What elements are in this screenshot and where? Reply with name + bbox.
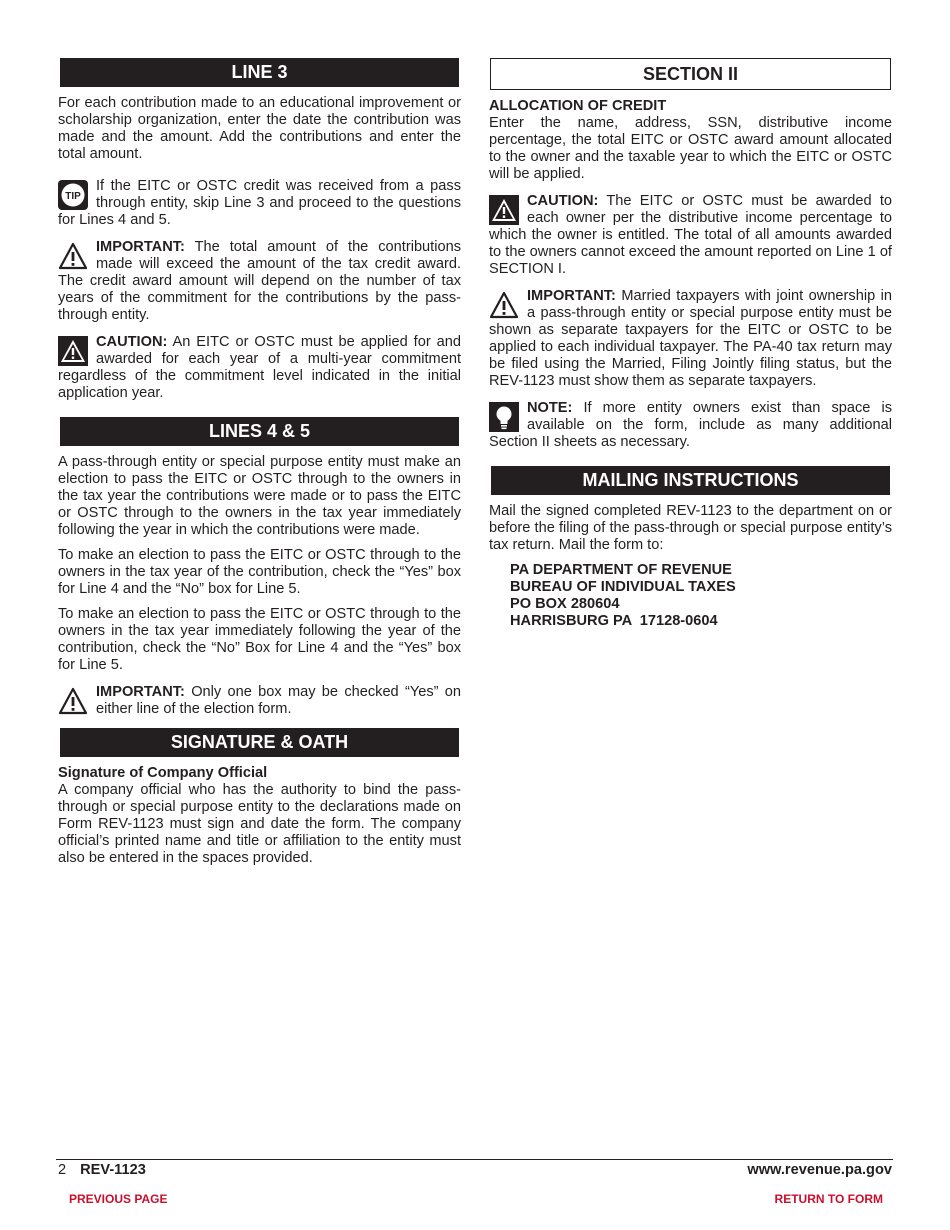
tip-text: If the EITC or OSTC credit was received from a pass through entity, skip Line 3 and proceed to the questions for Lines 4 and 5. [58,178,461,228]
caution-label: CAUTION: [96,334,168,350]
caution-icon [489,195,519,225]
line3-header: LINE 3 [60,58,459,87]
mailing-address [510,562,892,630]
lines45-paragraph-2: To make an election to pass the EITC or OSTC through to the owners in the tax year of the contribution, check the “Yes” box for Line 4 and the “No” box for Line 5. [58,547,461,597]
warning-icon [489,290,519,320]
mailing-paragraph: Mail the signed completed REV-1123 to the department on or before the filing of the pass-through or special purpose entity’s tax return. Mail the form to: [489,503,892,553]
section2-paragraph: Enter the name, address, SSN, distributive income percentage, the total EITC or OSTC award amount allocated to the owner and the taxable year to which the EITC or OSTC will be applied. [489,115,892,182]
lightbulb-icon [489,402,519,432]
right-column [489,58,892,630]
line3-caution-text: An EITC or OSTC must be applied for and awarded for each year of a multi-year commitment regardless of the commitment level indicated in the initial application year. [58,334,462,401]
allocation-subhead: ALLOCATION OF CREDIT [489,98,667,114]
section2-note-text: If more entity owners exist than space is available on the form, include as many additional Section II sheets as necessary. [489,400,893,450]
return-to-form-link[interactable]: RETURN TO FORM [774,1192,883,1206]
tip-icon-label: TIP [65,191,81,202]
footer-divider [56,1159,893,1160]
address-line: HARRISBURG PA 17128-0604 [510,613,718,629]
address-line: BUREAU OF INDIVIDUAL TAXES [510,579,736,595]
footer-page-info [58,1162,146,1178]
section2-important-note [489,288,892,390]
warning-icon [58,686,88,716]
lines45-important-note [58,684,461,718]
signature-subhead: Signature of Company Official [58,765,268,781]
warning-icon [58,241,88,271]
important-label: IMPORTANT: [96,684,185,700]
lines45-header: LINES 4 & 5 [60,417,459,446]
page-number: 2 [58,1162,67,1178]
line3-important-note [58,239,461,324]
caution-icon [58,336,88,366]
address-line: PA DEPARTMENT OF REVENUE [510,562,732,578]
caution-label: CAUTION: [527,193,599,209]
lines45-paragraph-1: A pass-through entity or special purpose entity must make an election to pass the EITC or OSTC through to the owners in the tax year the contributions were made or to pass the EITC or OSTC through to the owners in the tax year immediately following the year in which the contributions were made. [58,454,461,538]
important-label: IMPORTANT: [96,239,185,255]
website-url: www.revenue.pa.gov [747,1162,892,1178]
mailing-header: MAILING INSTRUCTIONS [491,466,890,495]
tip-note [58,178,461,229]
line3-important-text: The total amount of the contributions made will exceed the amount of the tax credit award. The credit award amount will depend on the number of tax years of the commitment for the contributions by the pass-through entity. [58,239,461,323]
note-label: NOTE: [527,400,573,416]
section2-caution-text: The EITC or OSTC must be awarded to each owner per the distributive income percentage to which the owner is entitled. The total of all amounts awarded to the owners cannot exceed the amount reported on Line 1 of SECTION I. [489,193,893,277]
left-column [58,58,461,867]
signature-header: SIGNATURE & OATH [60,728,459,757]
tip-icon [58,180,88,210]
section2-caution-note [489,193,892,278]
important-label: IMPORTANT: [527,288,616,304]
section2-important-text: Married taxpayers with joint ownership in a pass-through entity or special purpose entity must be shown as separate taxpayers for the EITC or OSTC to be applied to each individual taxpayer. The PA-40 tax return may be filed using the Married, Filing Jointly filing status, but the REV-1123 must show them as separate taxpayers. [489,288,892,389]
address-line: PO BOX 280604 [510,596,620,612]
previous-page-link[interactable]: PREVIOUS PAGE [69,1192,168,1206]
section2-header: SECTION II [490,58,891,90]
lines45-important-text: Only one box may be checked “Yes” on either line of the election form. [96,684,462,717]
line3-caution-note [58,334,461,402]
section2-note [489,400,892,451]
lines45-paragraph-3: To make an election to pass the EITC or OSTC through to the owners in the tax year immediately following the year of the contribution, check the “No” Box for Line 4 and the “Yes” box for Line 5. [58,606,461,673]
signature-paragraph: A company official who has the authority to bind the pass-through or special purpose entity to the declarations made on Form REV-1123 must sign and date the form. The company official’s printed name and title or affiliation to the entity must also be entered in the spaces provided. [58,782,461,866]
line3-paragraph: For each contribution made to an educational improvement or scholarship organization, enter the date the contribution was made and the amount. Add the contributions and enter the total amount. [58,95,461,162]
form-name: REV-1123 [80,1162,146,1178]
